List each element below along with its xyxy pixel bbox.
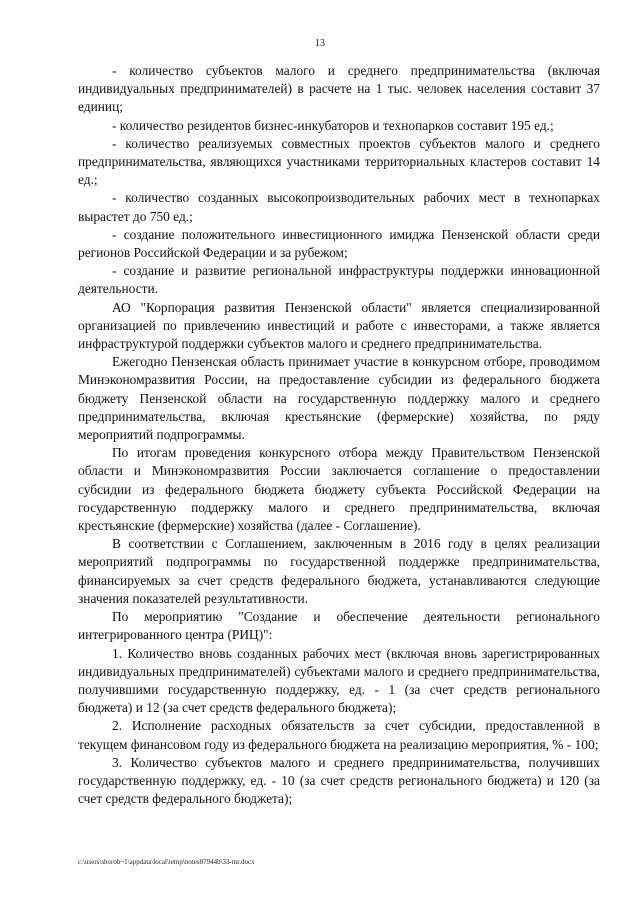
document-body bbox=[78, 62, 600, 808]
paragraph: - количество созданных высокопроизводительных рабочих мест в технопарках вырастет до 750 ед.; bbox=[78, 190, 600, 224]
page-number: 13 bbox=[315, 38, 325, 49]
paragraph: - создание и развитие региональной инфраструктуры поддержки инновационной деятельности. bbox=[78, 263, 600, 297]
paragraph: 2. Исполнение расходных обязательств за счет субсидии, предоставленной в текущем финансовом году из федерального бюджета на реализацию мероприятия, % - 100; bbox=[78, 718, 600, 752]
paragraph: По итогам проведения конкурсного отбора между Правительством Пензенской области и Минэкономразвития России заключается соглашение о предоставлении субсидии из федерального бюджета бюджету субъекта Российской Федерации на государственную поддержку малого и среднего предпринимательства, включая крестьянские (фермерские) хозяйства (далее - Соглашение). bbox=[78, 445, 600, 534]
paragraph: Ежегодно Пензенская область принимает участие в конкурсном отборе, проводимом Минэкономразвития России, на предоставление субсидии из федерального бюджета бюджету Пензенской области на государственную поддержку малого и среднего предпринимательства, включая крестьянские (фермерские) хозяйства, по ряду мероприятий подпрограммы. bbox=[78, 354, 600, 443]
file-path-footer: c:\users\shorob~1\appdata\local\temp\notes87944b\33-mr.docx bbox=[78, 858, 255, 866]
paragraph: 1. Количество вновь созданных рабочих мест (включая вновь зарегистрированных индивидуальных предпринимателей) субъектами малого и среднего предпринимательства, получившими государственную поддержку, ед. - 1 (за счет средств регионального бюджета) и 12 (за счет средств федерального бюджета); bbox=[78, 645, 600, 716]
paragraph: 3. Количество субъектов малого и среднего предпринимательства, получивших государственную поддержку, ед. - 10 (за счет средств регионального бюджета) и 120 (за счет средств федерального бюджета); bbox=[78, 754, 600, 807]
paragraph: - количество резидентов бизнес-инкубаторов и технопарков составит 195 ед.; bbox=[112, 117, 554, 133]
paragraph: - количество реализуемых совместных проектов субъектов малого и среднего предпринимательства, являющихся участниками территориальных кластеров составит 14 ед.; bbox=[78, 135, 600, 188]
paragraph: АО "Корпорация развития Пензенской области" является специализированной организацией по привлечению инвестиций и работе с инвесторами, а также является инфраструктурой поддержки субъектов малого и среднего предпринимательства. bbox=[78, 299, 600, 352]
paragraph: - количество субъектов малого и среднего предпринимательства (включая индивидуальных предпринимателей) в расчете на 1 тыс. человек населения составит 37 единиц; bbox=[78, 63, 600, 115]
paragraph: В соответствии с Соглашением, заключенным в 2016 году в целях реализации мероприятий подпрограммы по государственной поддержке предпринимательства, финансируемых за счет средств федерального бюджета, устанавливаются следующие значения показателей результативности. bbox=[78, 536, 600, 606]
paragraph: По мероприятию "Создание и обеспечение деятельности регионального интегрированного центра (РИЦ)": bbox=[78, 609, 600, 643]
paragraph: - создание положительного инвестиционного имиджа Пензенской области среди регионов Российской Федерации и за рубежом; bbox=[78, 226, 600, 261]
